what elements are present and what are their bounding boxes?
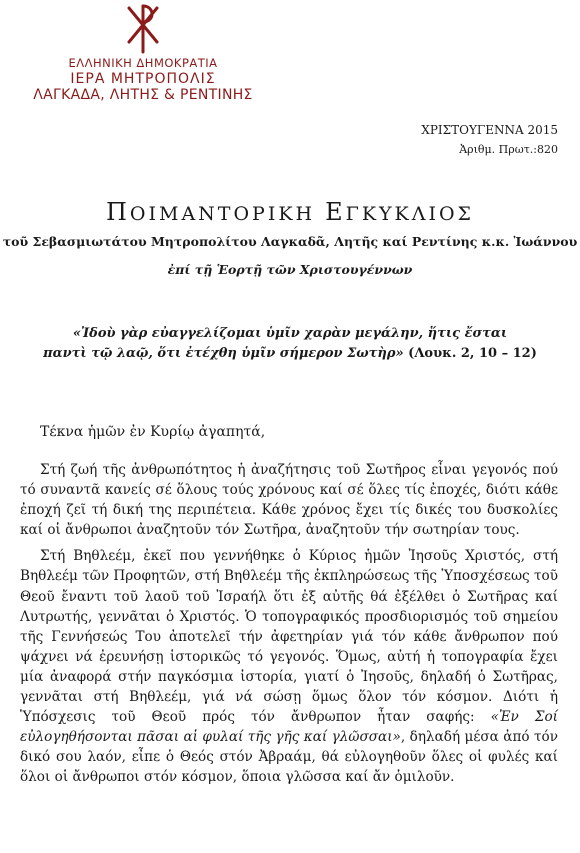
protocol-number: Ἀριθμ. Πρωτ.:820	[459, 143, 558, 156]
paragraph-2-text: Στή Βηθλεέμ, ἐκεῖ που γεννήθηκε ὁ Κύριος ἡμῶν Ἰησοῦς Χριστός, στή Βηθλεέμ τῶν Προφητῶν, στή Βηθλεέμ τῆς ἐκπληρώσεως τῆς Ὑποσχέσεως τοῦ Θεοῦ ἔναντι τοῦ λαοῦ τοῦ Ἰσραήλ ὅτι ἐξ αὐτῆς θά ἐξέλθει ὁ Σωτῆρας καί Λυτρωτής, γεννᾶται ὁ Χριστός. Ὁ τοπογραφικός προσδιορισμός τοῦ σημείου τῆς Γεννήσεώς Του ἀποτελεῖ τήν ἀφετηρίαν γιά τόν κάθε ἄνθρωπον πού ψάχνει νά ἐρευνήσῃ ἱστορικῶς τό γεγονός. Ὅμως, αὐτή ἡ τοπογραφία ἔχει μία ἀναφορά στήν παγκόσμια ἱστορία, γιατί ὁ Ἰησοῦς, δηλαδή ὁ Σωτῆρας, γεννᾶται στή Βηθλεέμ, γιά νά σώσῃ ὅμως ὅλον τόν κόσμον. Διότι ἡ Ὑπόσχεσις τοῦ Θεοῦ πρός τόν ἄνθρωπον ἦταν σαφής:	[20, 548, 558, 726]
epigraph-reference: (Λουκ. 2, 10 – 12)	[403, 346, 537, 361]
epigraph-line2	[30, 344, 550, 364]
letterhead-diocese: ΛΑΓΚΑΔΑ, ΛΗΤΗΣ & ΡΕΝΤΙΝΗΣ	[33, 87, 253, 103]
epigraph-quote-end: παντὶ τῷ λαῷ, ὅτι ἐτέχθη ὑμῖν σήμερον Σωτὴρ»	[43, 346, 404, 361]
letterhead-metropolis: ΙΕΡΑ ΜΗΤΡΟΠΟΛΙΣ	[70, 71, 216, 87]
paragraph-2	[20, 546, 558, 787]
epigraph-line1: «Ἰδοὺ γὰρ εὐαγγελίζομαι ὑμῖν χαρὰν μεγάλην, ἥτις ἔσται	[72, 326, 508, 341]
greeting: Τέκνα ἡμῶν ἐν Κυρίῳ ἀγαπητά,	[40, 424, 266, 440]
date: ΧΡΙΣΤΟΥΓΕΝΝΑ 2015	[421, 123, 558, 137]
document-occasion: ἐπί τῇ Ἑορτῇ τῶν Χριστουγέννων	[167, 262, 413, 277]
paragraph-2-quote: «Ἐν Σοί εὐλογηθήσονται πᾶσαι αἱ φυλαί τῆς γῆς καί γλῶσσαι»	[20, 709, 558, 746]
epigraph	[30, 324, 550, 364]
document-subtitle: τοῦ Σεβασμιωτάτου Μητροπολίτου Λαγκαδᾶ, Λητῆς καί Ρεντίνης κ.κ. Ἰωάννου	[2, 234, 578, 249]
letterhead	[18, 2, 268, 103]
letterhead-country: ΕΛΛΗΝΙΚΗ ΔΗΜΟΚΡΑΤΙΑ	[68, 56, 218, 70]
paragraph-1: Στή ζωή τῆς ἀνθρωπότητος ἡ ἀναζήτησις τοῦ Σωτῆρος εἶναι γεγονός πού τό συναντᾶ κανείς σέ ὅλους τούς χρόνους καί σέ ὅλες τίς ἐποχές, διότι κάθε ἐποχή ζεῖ τή δική της περιπέτεια. Κάθε χρόνος ἔχει τίς δικές του δυσκολίες καί οἱ ἄνθρωποι ἀναζητοῦν τόν Σωτῆρα, ἀναζητοῦν τήν σωτηρίαν τους.	[20, 462, 558, 539]
paragraph-2-text-end: , δηλαδή μέσα ἀπό τόν δικό σου λαόν, εἶπε ὁ Θεός στόν Ἀβραάμ, θά εὐλογηθοῦν ὅλες οἱ φυλές καί ὅλοι οἱ ἄνθρωποι στόν κόσμον, ὅποια γλῶσσα καί ἄν ὁμιλοῦν.	[20, 729, 558, 786]
date-reference	[421, 120, 558, 160]
letter-body	[20, 460, 558, 788]
chi-rho-emblem-icon	[121, 2, 165, 54]
document-title: ΠΟΙΜΑΝΤΟΡΙΚΗ ΕΓΚΥΚΛΙΟΣ	[105, 198, 474, 226]
